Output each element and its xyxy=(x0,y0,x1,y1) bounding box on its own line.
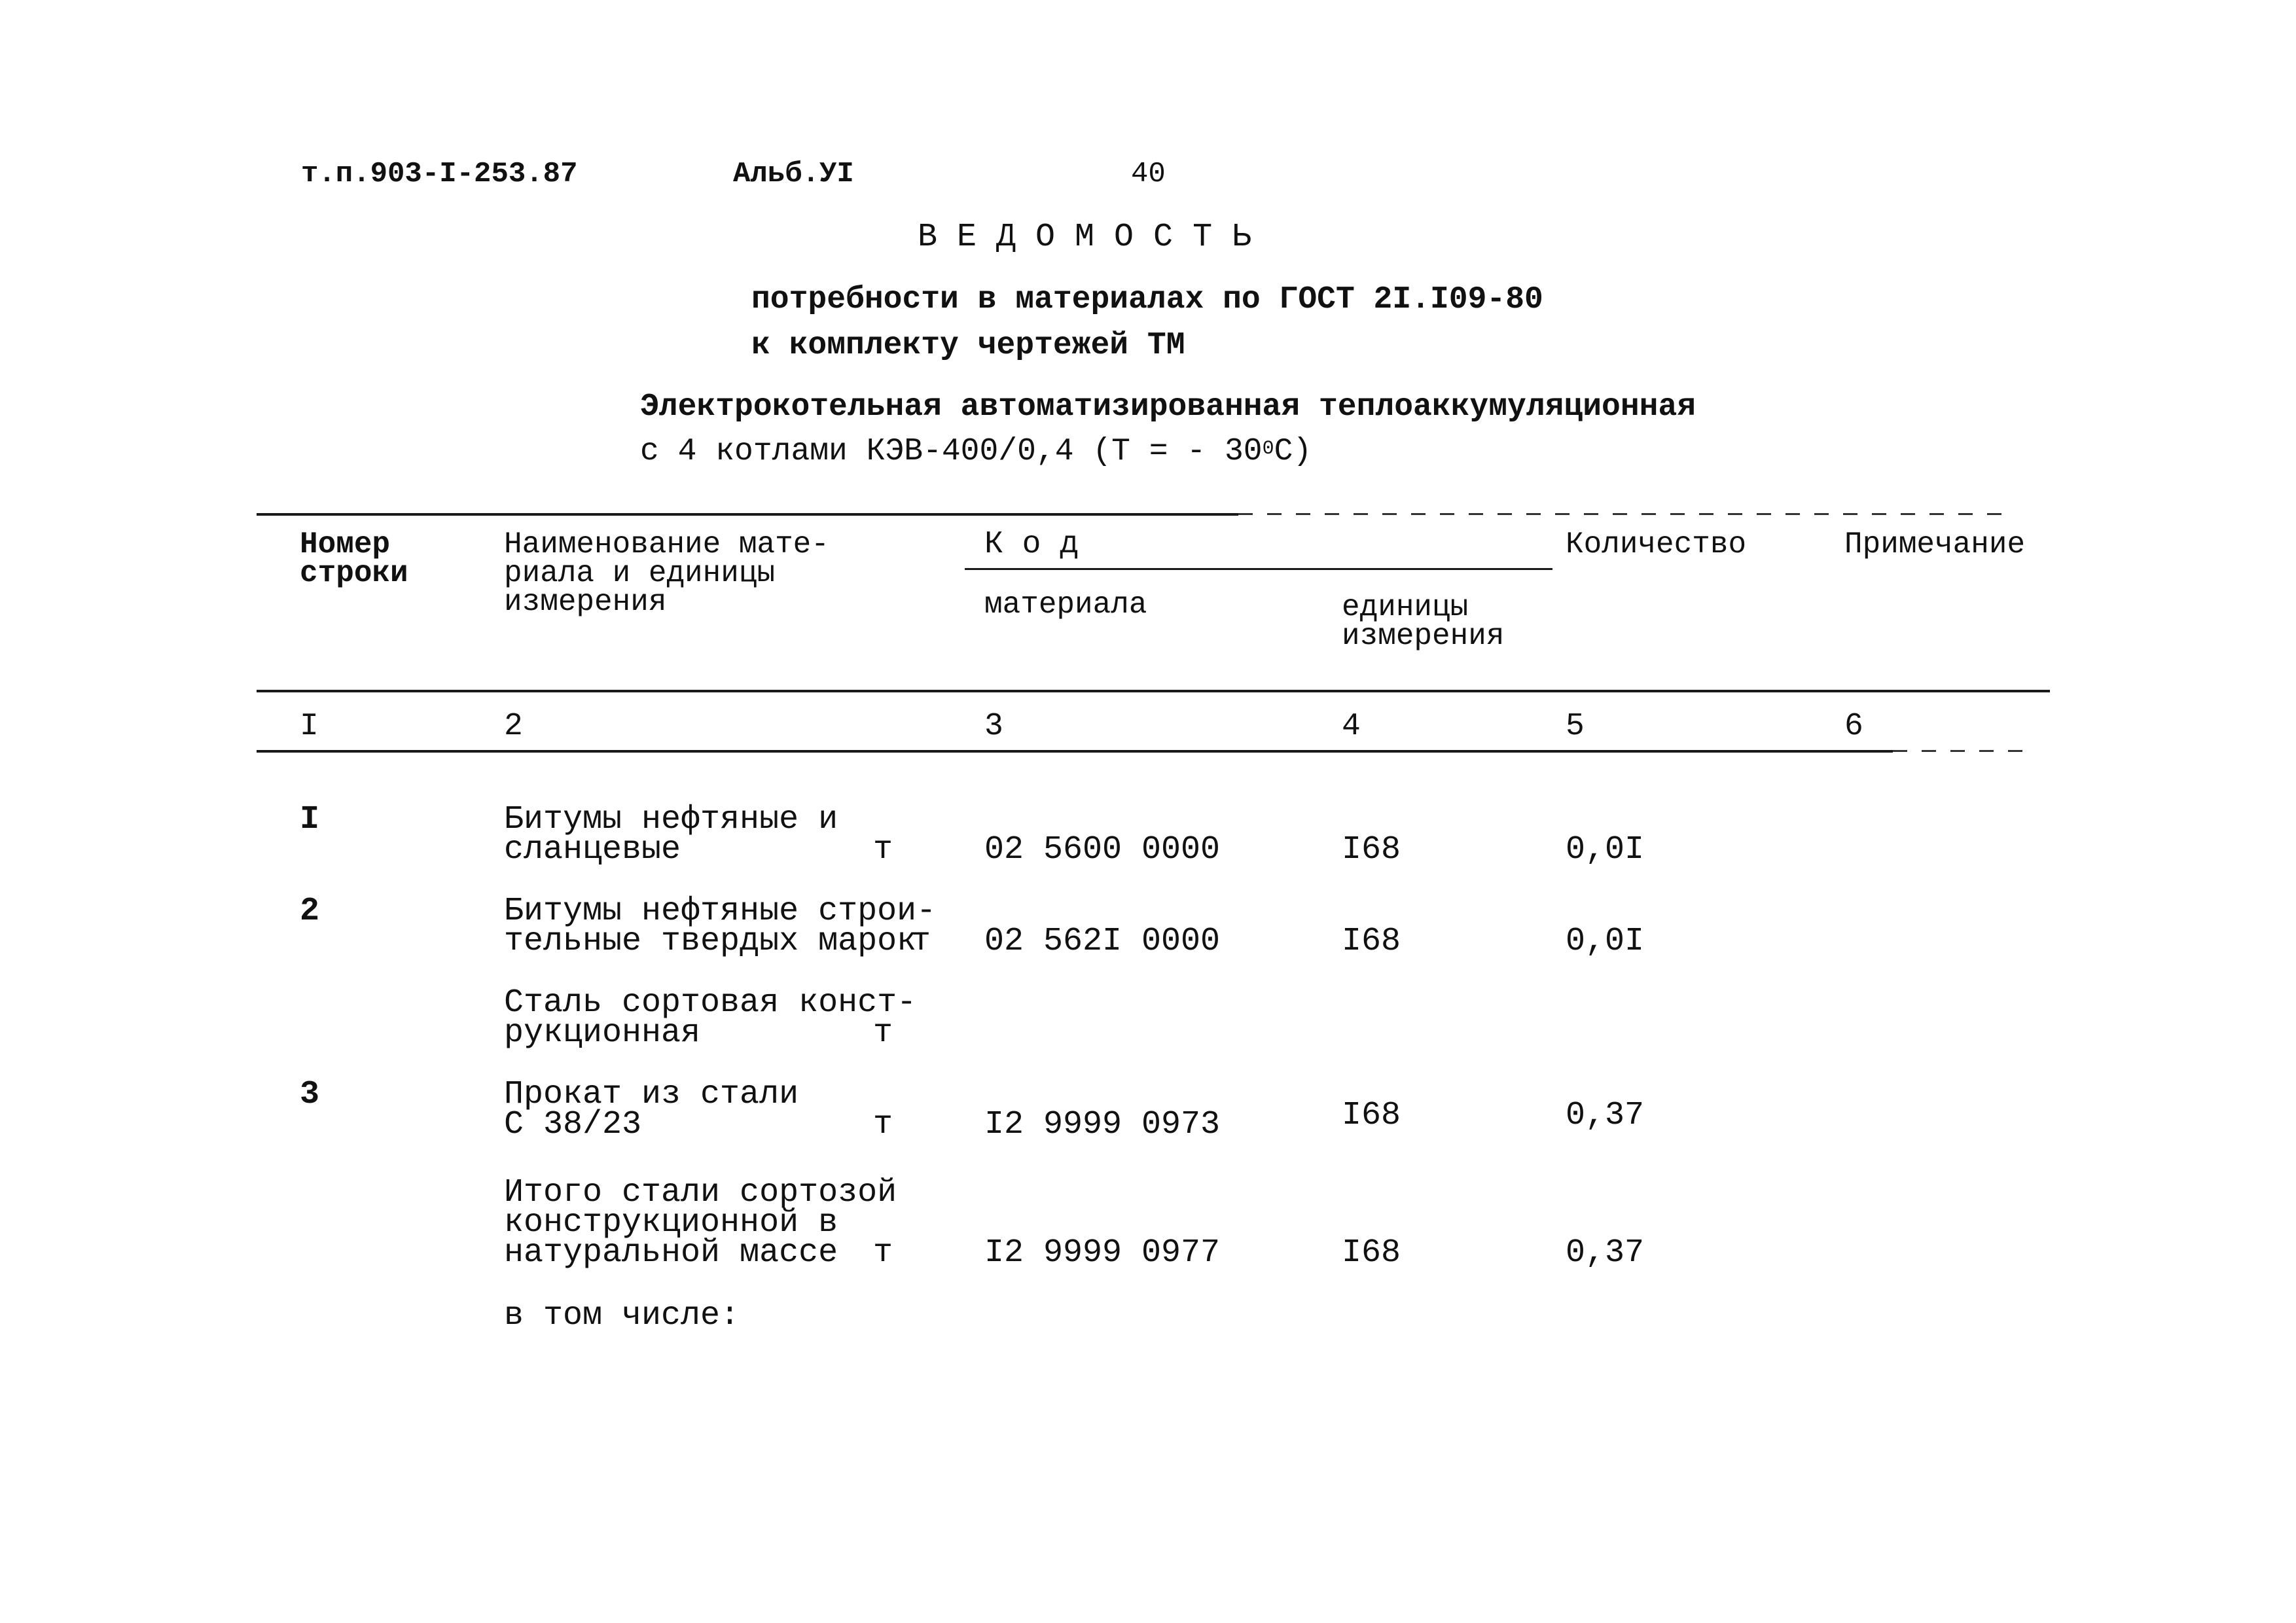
table-row-1-quantity: 0,0I xyxy=(1566,831,1645,868)
header-quantity: Количество xyxy=(1566,527,1747,562)
header-bottom-rule xyxy=(257,690,2050,692)
table-row-3-unit: т xyxy=(873,1014,893,1052)
album-label: Альб.УI xyxy=(733,158,854,190)
header-row-number: Номер строки xyxy=(300,527,408,590)
table-row-2-name: Битумы нефтяные строи- тельные твердых марок xyxy=(504,893,937,960)
table-row-2-number: 2 xyxy=(300,893,320,930)
column-numbers-rule xyxy=(257,750,1893,753)
column-number-3: 3 xyxy=(984,709,1003,744)
table-row-2-quantity: 0,0I xyxy=(1566,923,1645,960)
header-material-name: Наименование мате- риала и единицы измерения xyxy=(504,527,829,619)
table-row-3-name: Сталь сортовая конст- рукционная xyxy=(504,984,917,1052)
header-code: К о д xyxy=(984,527,1079,562)
column-number-5: 5 xyxy=(1566,709,1585,744)
table-row-5-name: Итого стали сортозой конструкционной в натуральной массе xyxy=(504,1174,897,1272)
title-line-2: к комплекту чертежей ТМ xyxy=(751,328,1185,363)
table-top-rule xyxy=(257,513,1238,516)
column-number-4: 4 xyxy=(1342,709,1361,744)
title-line-1: потребности в материалах по ГОСТ 2I.I09-80 xyxy=(751,282,1543,317)
page-number: 40 xyxy=(1131,158,1166,190)
code-group-rule xyxy=(965,568,1552,570)
table-row-1-unit: т xyxy=(873,831,893,868)
table-row-2-unit: т xyxy=(911,923,931,960)
object-line-2: с 4 котлами КЭВ-400/0,4 (Т = - $30^0С$) xyxy=(640,434,1312,469)
header-code-material: материала xyxy=(984,588,1147,622)
table-row-5-quantity: 0,37 xyxy=(1566,1234,1645,1272)
including-label: в том числе: xyxy=(504,1297,740,1334)
object-line-1: Электрокотельная автоматизированная теплоаккумуляционная xyxy=(640,389,1696,425)
table-row-4-number: 3 xyxy=(300,1076,320,1113)
table-row-5-unit: т xyxy=(873,1234,893,1272)
table-row-4-unit: т xyxy=(873,1106,893,1143)
column-numbers-rule-dashed xyxy=(1893,750,2037,752)
table-row-5-unit-code: I68 xyxy=(1342,1234,1401,1272)
table-top-rule-dashed xyxy=(1238,513,2016,515)
header-note: Примечание xyxy=(1844,527,2026,562)
table-row-5-material-code: I2 9999 0977 xyxy=(984,1234,1221,1272)
header-code-unit: единицы измерения xyxy=(1342,590,1505,653)
table-row-2-unit-code: I68 xyxy=(1342,923,1401,960)
column-number-6: 6 xyxy=(1844,709,1863,744)
document-title: В Е Д О М О С Т Ь xyxy=(918,219,1252,256)
table-row-4-quantity: 0,37 xyxy=(1566,1097,1645,1134)
table-row-1-number: I xyxy=(300,801,320,838)
degree-superscript: 0 xyxy=(1262,438,1274,460)
column-number-1: I xyxy=(300,709,319,744)
column-number-2: 2 xyxy=(504,709,523,744)
table-row-4-unit-code: I68 xyxy=(1342,1097,1401,1134)
table-row-4-name: Прокат из стали С 38/23 xyxy=(504,1076,799,1143)
table-row-1-material-code: 02 5600 0000 xyxy=(984,831,1221,868)
document-code: т.п.903-I-253.87 xyxy=(301,158,578,190)
table-row-2-material-code: 02 562I 0000 xyxy=(984,923,1221,960)
table-row-4-material-code: I2 9999 0973 xyxy=(984,1106,1221,1143)
table-row-1-unit-code: I68 xyxy=(1342,831,1401,868)
table-row-1-name: Битумы нефтяные и сланцевые xyxy=(504,801,838,868)
